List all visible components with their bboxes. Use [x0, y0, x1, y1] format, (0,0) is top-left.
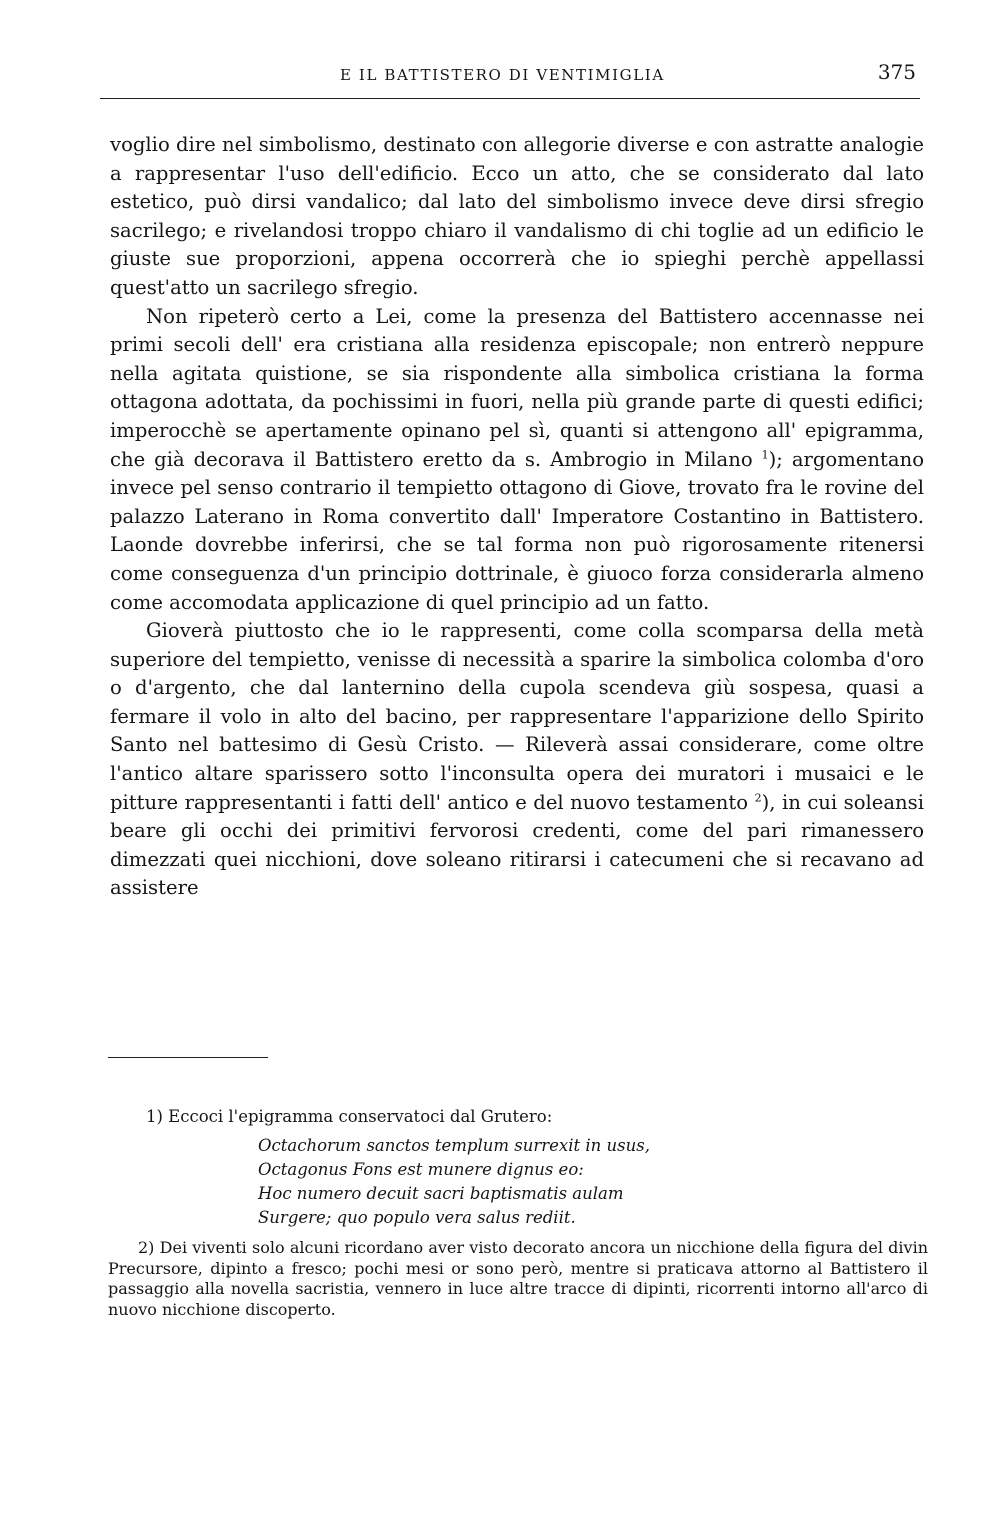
paragraph-2-part-b: ); argomentano invece pel senso contrario il tempietto ottagono di Giove, trovato fra le rovine del palazzo Laterano in Roma convertito dall' Imperatore Costantino in Battistero. Laonde dovrebbe inferirsi, che se tal forma non può rigorosamente ritenersi come conseguenza d'un principio dottrinale, è giuoco forza considerarla almeno come accomodata applicazione di quel principio ad un fatto. — [110, 447, 924, 614]
paragraph-3 — [110, 617, 924, 903]
paragraph-3-part-b: ), in cui soleansi beare gli occhi dei primitivi fervorosi credenti, come del pari rimanessero dimezzati quei nicchioni, dove soleano ritirarsi i catecumeni che si recavano ad assistere — [110, 790, 924, 900]
footnote-2: 2) Dei viventi solo alcuni ricordano aver visto decorato ancora un nicchione della figura del divin Precursore, dipinto a fresco; pochi mesi or sono però, mentre si praticava attorno al Battistero il passaggio alla novella sacristia, vennero in luce altre tracce di dipinti, ricorrenti intorno all'arco di nuovo nicchione discoperto. — [108, 1238, 928, 1319]
paragraph-1: voglio dire nel simbolismo, destinato con allegorie diverse e con astratte analogie a rappresentar l'uso dell'edificio. Ecco un atto, che se considerato dal lato estetico, può dirsi vandalico; dal lato del simbolismo invece deve dirsi sfregio sacrilego; e rivelandosi troppo chiaro il vandalismo di chi toglie ad un edificio le giuste sue proporzioni, appena occorrerà che io spieghi perchè appellassi quest'atto un sacrilego sfregio. — [110, 133, 924, 299]
verse-line: Octagonus Fons est munere dignus eo: — [258, 1160, 584, 1179]
header-rule — [100, 98, 920, 99]
footnote-rule — [108, 1057, 268, 1058]
page-number: 375 — [877, 60, 916, 84]
verse-line: Hoc numero decuit sacri baptismatis aulam — [258, 1184, 624, 1203]
footnote-ref-2: 2 — [754, 791, 762, 805]
main-text — [110, 131, 924, 903]
footnote-1-intro: 1) Eccoci l'epigramma conservatoci dal Grutero: — [146, 1107, 553, 1126]
verse-line: Octachorum sanctos templum surrexit in usus, — [258, 1136, 650, 1155]
epigram-verse — [258, 1134, 928, 1230]
paragraph-2 — [110, 303, 924, 618]
footnote-ref-1: 1 — [761, 448, 769, 461]
running-title: E IL BATTISTERO DI VENTIMIGLIA — [340, 66, 665, 84]
verse-line: Surgere; quo populo vera salus rediit. — [258, 1208, 576, 1227]
running-head — [100, 60, 920, 90]
paragraph-3-part-a: Gioverà piuttosto che io le rappresenti, come colla scomparsa della metà superiore del tempietto, venisse di necessità a sparire la simbolica colomba d'oro o d'argento, che dal lanternino della cupola scendeva giù sospesa, quasi a fermare il volo in alto del bacino, per rappresentare l'apparizione dello Spirito Santo nel battesimo di Gesù Cristo. — Rileverà assai considerare, come oltre l'antico altare sparissero sotto l'inconsulta opera dei muratori i musaici e le pitture rappresentanti i fatti dell' antico e del nuovo testamento — [110, 619, 924, 814]
paragraph-2-part-a: Non ripeterò certo a Lei, come la presenza del Battistero accennasse nei primi secoli dell' era cristiana alla residenza episcopale; non entrerò neppure nella agitata quistione, se sia rispondente alla simbolica cristiana la forma ottagona adottata, da pochissimi in fuori, nella più grande parte di questi edifici; imperocchè se apertamente opinano pel sì, quanti si attengono all' epigramma, che già decorava il Battistero eretto da s. Ambrogio in Milano — [110, 304, 924, 471]
footnotes — [108, 1106, 928, 1320]
